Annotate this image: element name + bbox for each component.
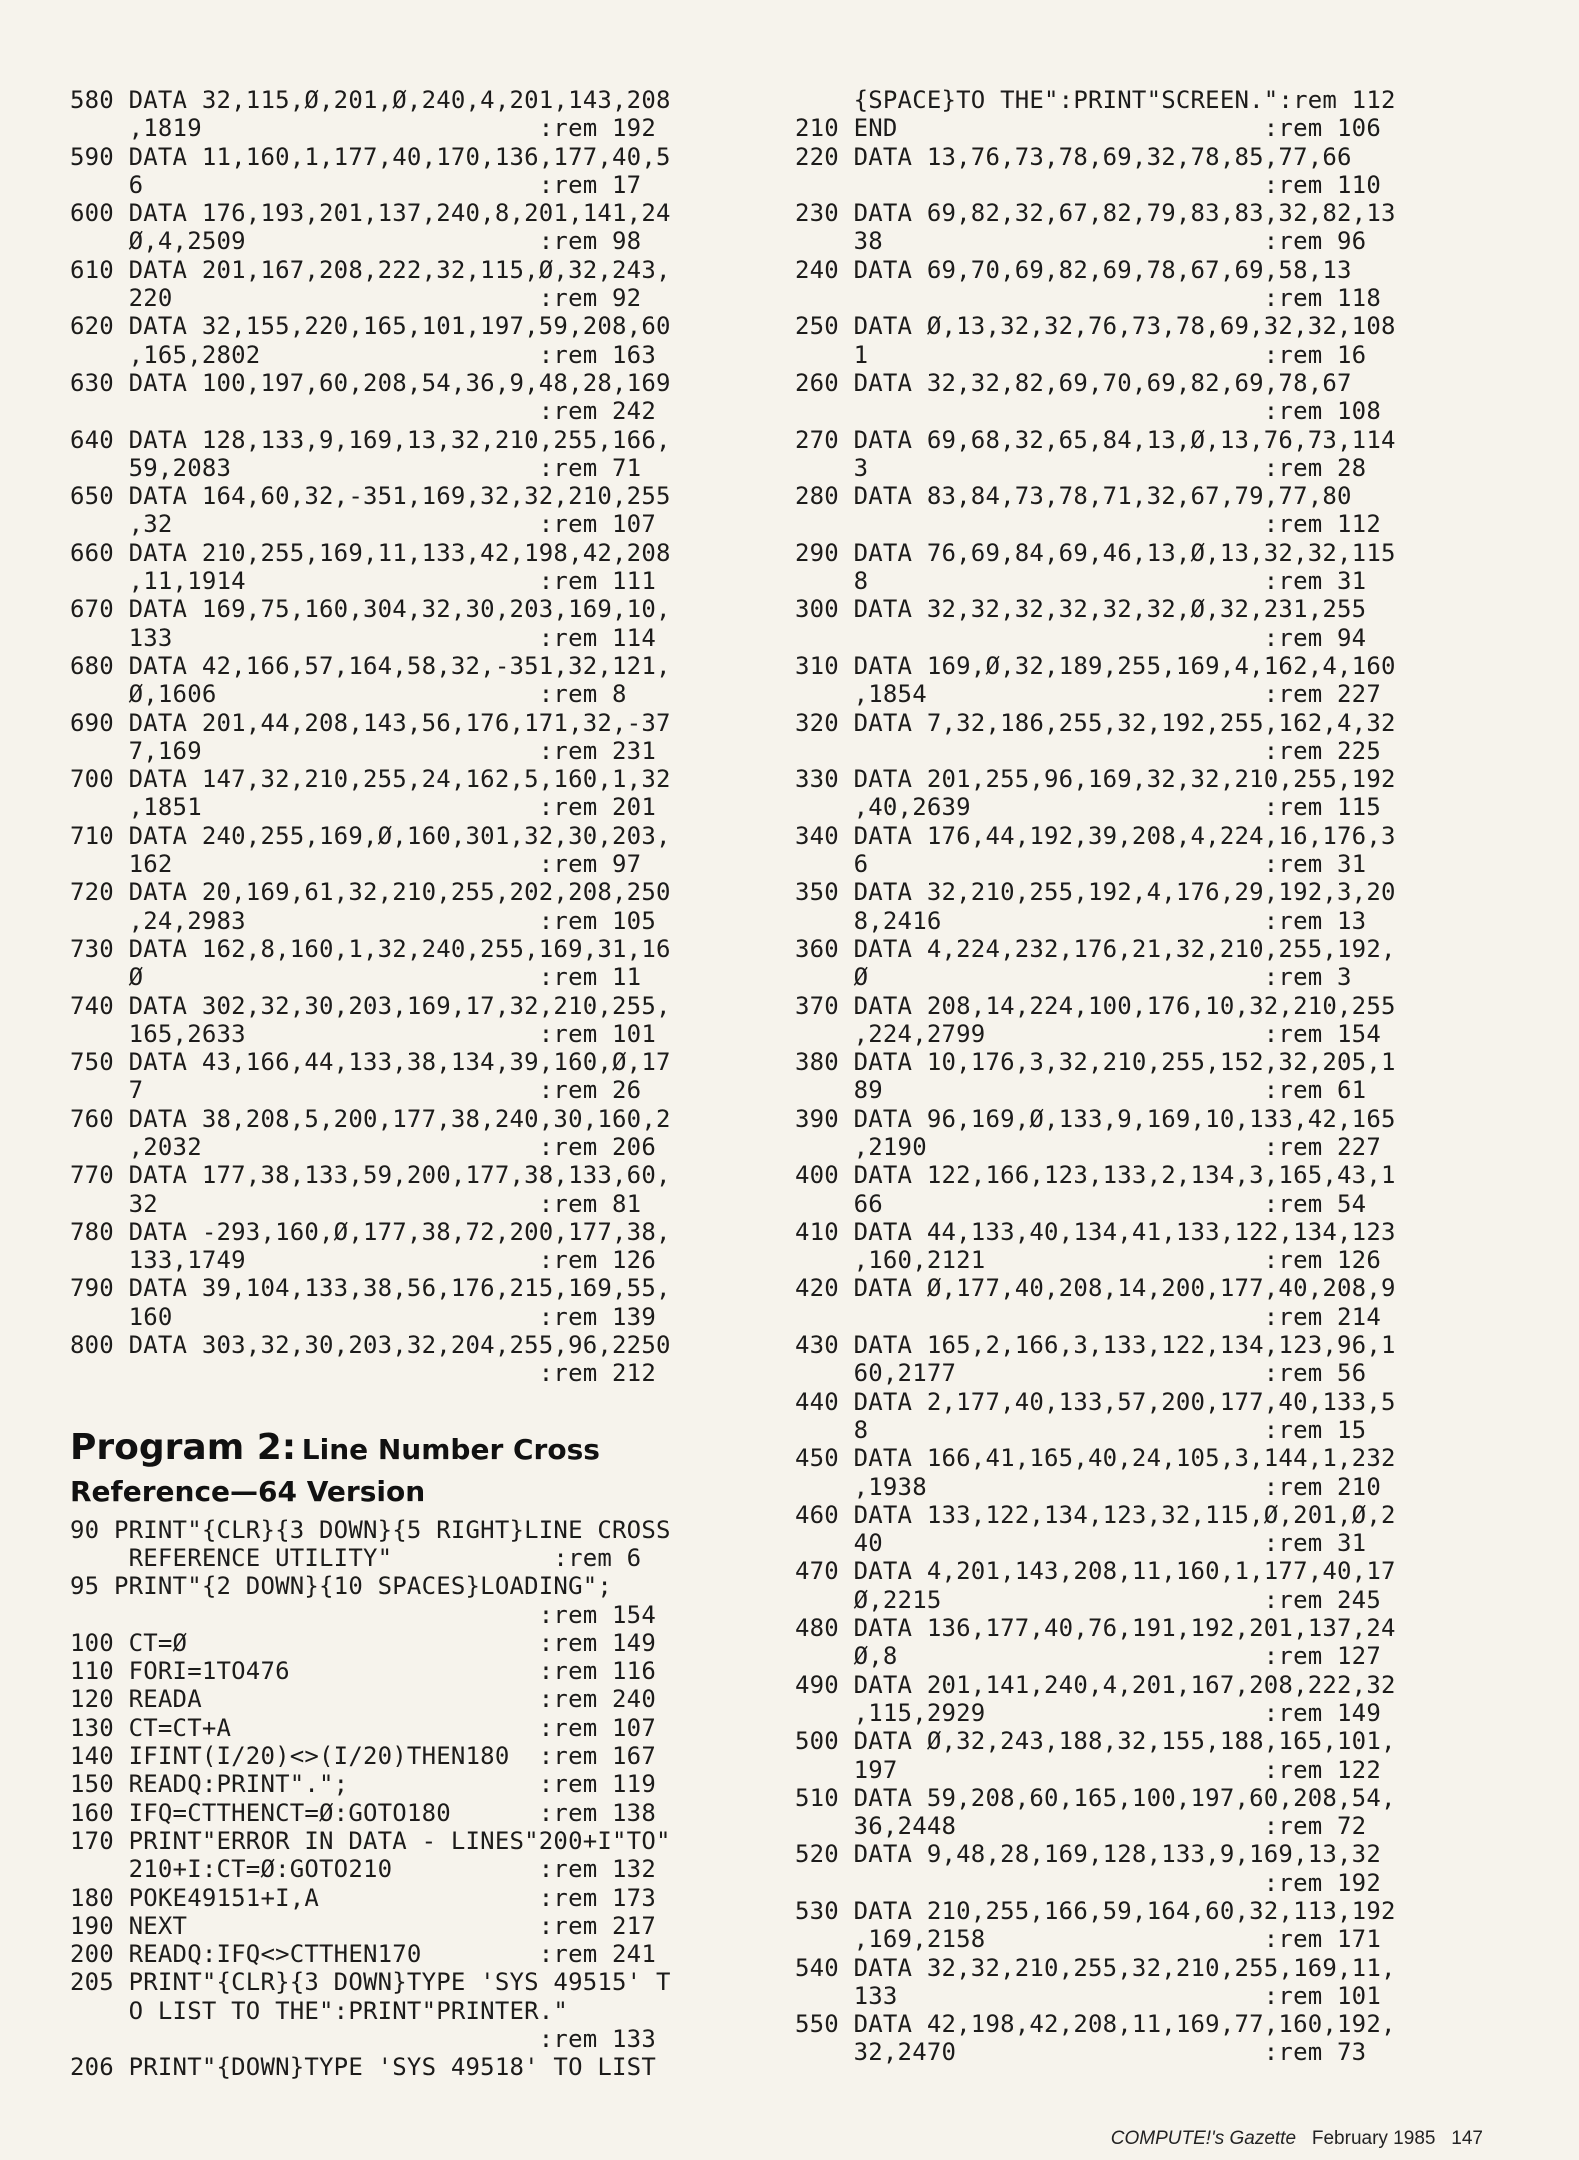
code-line: ,11,1914 :rem 111	[70, 567, 656, 596]
issue-date: February 1985	[1311, 2128, 1436, 2149]
code-line: 550 DATA 42,198,42,208,11,169,77,160,192,	[795, 2010, 1396, 2039]
code-line: 40 :rem 31	[795, 1529, 1367, 1558]
code-line: 8 :rem 31	[795, 567, 1367, 596]
code-line: 470 DATA 4,201,143,208,11,160,1,177,40,17	[795, 1557, 1396, 1586]
code-line: 450 DATA 166,41,165,40,24,105,3,144,1,232	[795, 1444, 1396, 1473]
code-line: 440 DATA 2,177,40,133,57,200,177,40,133,5	[795, 1387, 1396, 1416]
code-line: 490 DATA 201,141,240,4,201,167,208,222,32	[795, 1670, 1396, 1699]
code-line: 133 :rem 114	[70, 623, 656, 652]
code-line: 36,2448 :rem 72	[795, 1812, 1367, 1841]
code-line: 240 DATA 69,70,69,82,69,78,67,69,58,13	[795, 255, 1352, 284]
code-line: 720 DATA 20,169,61,32,210,255,202,208,250	[70, 878, 671, 907]
code-line: 640 DATA 128,133,9,169,13,32,210,255,166,	[70, 425, 671, 454]
code-line: 770 DATA 177,38,133,59,200,177,38,133,60,	[70, 1161, 671, 1190]
code-line: Ø :rem 3	[795, 963, 1352, 992]
code-line: :rem 212	[70, 1359, 656, 1388]
code-line: 60,2177 :rem 56	[795, 1359, 1367, 1388]
code-line: ,160,2121 :rem 126	[795, 1246, 1381, 1275]
code-line: :rem 225	[795, 736, 1381, 765]
left-column	[70, 86, 770, 2082]
code-line: :rem 110	[795, 170, 1381, 199]
code-line: 520 DATA 9,48,28,169,128,133,9,169,13,32	[795, 1840, 1381, 1869]
code-line: 740 DATA 302,32,30,203,169,17,32,210,255,	[70, 991, 671, 1020]
code-line: 760 DATA 38,208,5,200,177,38,240,30,160,2	[70, 1104, 671, 1133]
code-line: 200 READQ:IFQ<>CTTHEN170 :rem 241	[70, 1940, 656, 1969]
code-line: {SPACE}TO THE":PRINT"SCREEN.":rem 112	[795, 86, 1396, 114]
code-line: :rem 154	[70, 1600, 656, 1629]
code-line: 310 DATA 169,Ø,32,189,255,169,4,162,4,160	[795, 651, 1396, 680]
code-line: 580 DATA 32,115,Ø,201,Ø,240,4,201,143,208	[70, 86, 671, 114]
right-column	[795, 86, 1495, 2067]
code-line: 89 :rem 61	[795, 1076, 1367, 1105]
code-line: ,1819 :rem 192	[70, 114, 656, 143]
code-line: 38 :rem 96	[795, 227, 1367, 256]
code-line: 6 :rem 31	[795, 850, 1367, 879]
code-line: 500 DATA Ø,32,243,188,32,155,188,165,101,	[795, 1727, 1396, 1756]
code-line: 8,2416 :rem 13	[795, 906, 1367, 935]
code-line: :rem 94	[795, 623, 1367, 652]
code-line: 6 :rem 17	[70, 170, 642, 199]
program-2-title-line2: Reference—64 Version	[70, 1474, 426, 1508]
code-line: 140 IFINT(I/20)<>(I/20)THEN180 :rem 167	[70, 1742, 656, 1771]
code-line: 380 DATA 10,176,3,32,210,255,152,32,205,1	[795, 1048, 1396, 1077]
code-line: 780 DATA -293,160,Ø,177,38,72,200,177,38,	[70, 1217, 671, 1246]
code-line: 162 :rem 97	[70, 850, 642, 879]
code-line: 210+I:CT=Ø:GOTO210 :rem 132	[70, 1855, 656, 1884]
code-line: ,165,2802 :rem 163	[70, 340, 656, 369]
code-line: 430 DATA 165,2,166,3,133,122,134,123,96,1	[795, 1331, 1396, 1360]
magazine-name: COMPUTE!'s Gazette	[1110, 2128, 1297, 2149]
code-line: ,115,2929 :rem 149	[795, 1698, 1381, 1727]
code-line: ,224,2799 :rem 154	[795, 1019, 1381, 1048]
code-line: 410 DATA 44,133,40,134,41,133,122,134,123	[795, 1217, 1396, 1246]
code-line: 120 READA :rem 240	[70, 1685, 656, 1714]
code-line: ,1938 :rem 210	[795, 1472, 1381, 1501]
page-number: 147	[1451, 2128, 1483, 2149]
program-2-listing	[70, 1516, 770, 2082]
program-2-title-line1: Line Number Cross	[301, 1432, 600, 1466]
code-line: ,1851 :rem 201	[70, 793, 656, 822]
code-line: 180 POKE49151+I,A :rem 173	[70, 1883, 656, 1912]
code-line: 7,169 :rem 231	[70, 736, 656, 765]
code-line: 90 PRINT"{CLR}{3 DOWN}{5 RIGHT}LINE CROSS	[70, 1515, 671, 1544]
code-line: 340 DATA 176,44,192,39,208,4,224,16,176,3	[795, 821, 1396, 850]
code-line: 690 DATA 201,44,208,143,56,176,171,32,-37	[70, 708, 671, 737]
code-line: :rem 108	[795, 397, 1381, 426]
code-line: O LIST TO THE":PRINT"PRINTER."	[70, 1996, 569, 2025]
code-line: 230 DATA 69,82,32,67,82,79,83,83,32,82,13	[795, 199, 1396, 228]
code-line: 7 :rem 26	[70, 1076, 642, 1105]
code-line: 630 DATA 100,197,60,208,54,36,9,48,28,169	[70, 368, 671, 397]
code-line: Ø,1606 :rem 8	[70, 680, 627, 709]
code-line: :rem 214	[795, 1302, 1381, 1331]
code-line: 330 DATA 201,255,96,169,32,32,210,255,192	[795, 765, 1396, 794]
code-line: 360 DATA 4,224,232,176,21,32,210,255,192,	[795, 934, 1396, 963]
code-line: 480 DATA 136,177,40,76,191,192,201,137,24	[795, 1614, 1396, 1643]
program-2-heading	[70, 1428, 770, 1474]
code-line: 220 :rem 92	[70, 284, 642, 313]
code-line: 170 PRINT"ERROR IN DATA - LINES"200+I"TO"	[70, 1826, 671, 1855]
program-2-listing-continued	[795, 86, 1495, 2067]
code-line: 32 :rem 81	[70, 1189, 642, 1218]
code-line: 300 DATA 32,32,32,32,32,32,Ø,32,231,255	[795, 595, 1367, 624]
code-line: 530 DATA 210,255,166,59,164,60,32,113,192	[795, 1897, 1396, 1925]
code-line: 110 FORI=1TO476 :rem 116	[70, 1657, 656, 1686]
code-line: 730 DATA 162,8,160,1,32,240,255,169,31,16	[70, 934, 671, 963]
code-line: 190 NEXT :rem 217	[70, 1911, 656, 1940]
code-line: Ø :rem 11	[70, 963, 642, 992]
program-2-label: Program 2:	[70, 1426, 297, 1468]
code-line: 280 DATA 83,84,73,78,71,32,67,79,77,80	[795, 482, 1352, 511]
code-line: ,1854 :rem 227	[795, 680, 1381, 709]
code-line: 66 :rem 54	[795, 1189, 1367, 1218]
code-line: 250 DATA Ø,13,32,32,76,73,78,69,32,32,108	[795, 312, 1396, 341]
code-line: 210 END :rem 106	[795, 114, 1381, 143]
code-line: 650 DATA 164,60,32,-351,169,32,32,210,255	[70, 482, 671, 511]
code-line: 197 :rem 122	[795, 1755, 1381, 1784]
code-line: 206 PRINT"{DOWN}TYPE 'SYS 49518' TO LIST	[70, 2053, 656, 2082]
program-1-listing-continued	[70, 86, 770, 1388]
code-line: 260 DATA 32,32,82,69,70,69,82,69,78,67	[795, 368, 1352, 397]
code-line: ,169,2158 :rem 171	[795, 1925, 1381, 1954]
code-line: 205 PRINT"{CLR}{3 DOWN}TYPE 'SYS 49515' T	[70, 1968, 671, 1997]
code-line: 130 CT=CT+A :rem 107	[70, 1713, 656, 1742]
code-line: 700 DATA 147,32,210,255,24,162,5,160,1,32	[70, 765, 671, 794]
code-line: Ø,4,2509 :rem 98	[70, 227, 642, 256]
code-line: 220 DATA 13,76,73,78,69,32,78,85,77,66	[795, 142, 1352, 171]
code-line: REFERENCE UTILITY" :rem 6	[70, 1543, 642, 1572]
code-line: 590 DATA 11,160,1,177,40,170,136,177,40,5	[70, 142, 671, 171]
code-line: :rem 242	[70, 397, 656, 426]
code-line: 59,2083 :rem 71	[70, 453, 642, 482]
code-line: 710 DATA 240,255,169,Ø,160,301,32,30,203,	[70, 821, 671, 850]
code-line: 160 :rem 139	[70, 1302, 656, 1331]
code-line: :rem 133	[70, 2025, 656, 2053]
code-line: 600 DATA 176,193,201,137,240,8,201,141,24	[70, 199, 671, 228]
code-line: 133 :rem 101	[795, 1981, 1381, 2010]
code-line: ,32 :rem 107	[70, 510, 656, 539]
code-line: Ø,2215 :rem 245	[795, 1585, 1381, 1614]
code-line: ,2190 :rem 227	[795, 1132, 1381, 1161]
code-line: 32,2470 :rem 73	[795, 2038, 1367, 2067]
code-line: 540 DATA 32,32,210,255,32,210,255,169,11,	[795, 1953, 1396, 1982]
code-line: 165,2633 :rem 101	[70, 1019, 656, 1048]
code-line: 680 DATA 42,166,57,164,58,32,-351,32,121,	[70, 651, 671, 680]
code-line: :rem 118	[795, 284, 1381, 313]
code-line: 420 DATA Ø,177,40,208,14,200,177,40,208,9	[795, 1274, 1396, 1303]
code-line: 660 DATA 210,255,169,11,133,42,198,42,208	[70, 538, 671, 567]
code-line: ,40,2639 :rem 115	[795, 793, 1381, 822]
code-line: Ø,8 :rem 127	[795, 1642, 1381, 1671]
code-line: 800 DATA 303,32,30,203,32,204,255,96,2250	[70, 1331, 671, 1360]
code-line: ,2032 :rem 206	[70, 1132, 656, 1161]
code-line: 400 DATA 122,166,123,133,2,134,3,165,43,1	[795, 1161, 1396, 1190]
code-line: 610 DATA 201,167,208,222,32,115,Ø,32,243,	[70, 255, 671, 284]
code-line: 133,1749 :rem 126	[70, 1246, 656, 1275]
code-line: 100 CT=Ø :rem 149	[70, 1628, 656, 1657]
code-line: 290 DATA 76,69,84,69,46,13,Ø,13,32,32,115	[795, 538, 1396, 567]
code-line: ,24,2983 :rem 105	[70, 906, 656, 935]
code-line: 510 DATA 59,208,60,165,100,197,60,208,54,	[795, 1783, 1396, 1812]
code-line: 320 DATA 7,32,186,255,32,192,255,162,4,32	[795, 708, 1396, 737]
code-line: 1 :rem 16	[795, 340, 1367, 369]
code-line: 460 DATA 133,122,134,123,32,115,Ø,201,Ø,2	[795, 1500, 1396, 1529]
page-footer	[1111, 2128, 1483, 2150]
code-line: 390 DATA 96,169,Ø,133,9,169,10,133,42,165	[795, 1104, 1396, 1133]
code-line: 670 DATA 169,75,160,304,32,30,203,169,10,	[70, 595, 671, 624]
code-line: 270 DATA 69,68,32,65,84,13,Ø,13,76,73,114	[795, 425, 1396, 454]
code-line: 350 DATA 32,210,255,192,4,176,29,192,3,20	[795, 878, 1396, 907]
code-line: 620 DATA 32,155,220,165,101,197,59,208,60	[70, 312, 671, 341]
code-line: 95 PRINT"{2 DOWN}{10 SPACES}LOADING";	[70, 1572, 613, 1601]
code-line: :rem 112	[795, 510, 1381, 539]
code-line: :rem 192	[795, 1868, 1381, 1897]
code-line: 750 DATA 43,166,44,133,38,134,39,160,Ø,17	[70, 1048, 671, 1077]
code-line: 160 IFQ=CTTHENCT=Ø:GOTO180 :rem 138	[70, 1798, 656, 1827]
code-line: 3 :rem 28	[795, 453, 1367, 482]
code-line: 8 :rem 15	[795, 1415, 1367, 1444]
code-line: 370 DATA 208,14,224,100,176,10,32,210,255	[795, 991, 1396, 1020]
code-line: 150 READQ:PRINT"."; :rem 119	[70, 1770, 656, 1799]
code-line: 790 DATA 39,104,133,38,56,176,215,169,55,	[70, 1274, 671, 1303]
